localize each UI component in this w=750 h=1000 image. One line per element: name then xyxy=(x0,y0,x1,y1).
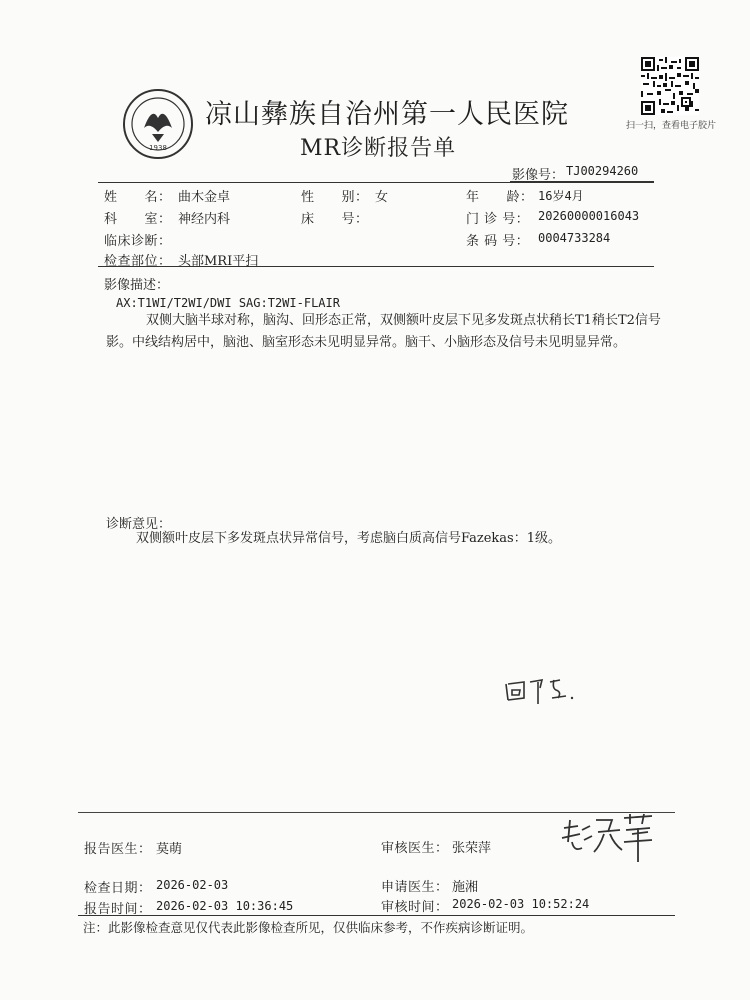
review-doctor-value: 张荣萍 xyxy=(452,841,492,856)
review-time-value: 2026-02-03 10:52:24 xyxy=(452,897,590,911)
qr-caption: 扫一扫，查看电子胶片 xyxy=(626,121,717,131)
diagnosis-label: 诊断意见： xyxy=(106,517,172,532)
bed-label: 床 号： xyxy=(301,212,369,227)
report-time-value: 2026-02-03 10:36:45 xyxy=(156,899,294,913)
report-title: MR诊断报告单 xyxy=(300,136,457,161)
name-value: 曲木金卓 xyxy=(178,190,231,205)
clinic-no-label: 门 诊 号： xyxy=(466,212,530,227)
barcode-value: 0004733284 xyxy=(538,231,611,245)
divider xyxy=(98,182,654,183)
barcode-label: 条 码 号： xyxy=(466,234,530,249)
clinical-diagnosis-label: 临床诊断： xyxy=(104,234,172,249)
clinic-no-value: 20260000016043 xyxy=(538,209,640,223)
exam-date-value: 2026-02-03 xyxy=(156,878,229,892)
exam-date-label: 检查日期： xyxy=(84,881,152,896)
dept-label: 科 室： xyxy=(104,212,172,227)
hospital-logo xyxy=(122,88,194,160)
report-doctor-value: 莫萌 xyxy=(156,842,183,857)
exam-site-value: 头部MRI平扫 xyxy=(178,254,259,269)
exam-site-label: 检查部位： xyxy=(104,254,172,269)
findings-text: 双侧大脑半球对称，脑沟、回形态正常，双侧额叶皮层下见多发斑点状稍长T1稍长T2信号影。中线结构居中，脑池、脑室形态未见明显异常。脑干、小脑形态及信号未见明显异常。 xyxy=(106,313,661,350)
sex-label: 性 别： xyxy=(301,190,369,205)
report-doctor-label: 报告医生： xyxy=(84,842,152,857)
image-no-value: TJ00294260 xyxy=(566,164,639,178)
svg-text:1938: 1938 xyxy=(149,144,167,152)
reviewer-signature xyxy=(560,812,656,864)
name-label: 姓 名： xyxy=(104,190,172,205)
hospital-name: 凉山彝族自治州第一人民医院 xyxy=(205,99,569,130)
sequences: AX:T1WI/T2WI/DWI SAG:T2WI-FLAIR xyxy=(116,296,340,310)
image-no-label: 影像号： xyxy=(512,168,565,183)
dept-value: 神经内科 xyxy=(178,212,231,227)
divider xyxy=(78,915,675,916)
findings-label: 影像描述： xyxy=(104,278,170,293)
qr-code[interactable] xyxy=(641,57,699,115)
apply-doctor-value: 施湘 xyxy=(452,880,479,895)
age-value: 16岁4月 xyxy=(538,189,584,203)
review-doctor-label: 审核医生： xyxy=(381,841,449,856)
diagnosis-text: 双侧额叶皮层下多发斑点状异常信号，考虑脑白质高信号Fazekas：1级。 xyxy=(136,531,562,546)
report-time-label: 报告时间： xyxy=(84,902,152,917)
disclaimer-note: 注：此影像检查意见仅代表此影像检查所见，仅供临床参考，不作疾病诊断证明。 xyxy=(83,920,534,935)
sex-value: 女 xyxy=(375,190,389,205)
apply-doctor-label: 申请医生： xyxy=(381,880,449,895)
divider xyxy=(98,266,654,267)
handwritten-mark xyxy=(500,668,580,708)
review-time-label: 审核时间： xyxy=(381,900,449,915)
age-label: 年 龄： xyxy=(466,190,534,205)
